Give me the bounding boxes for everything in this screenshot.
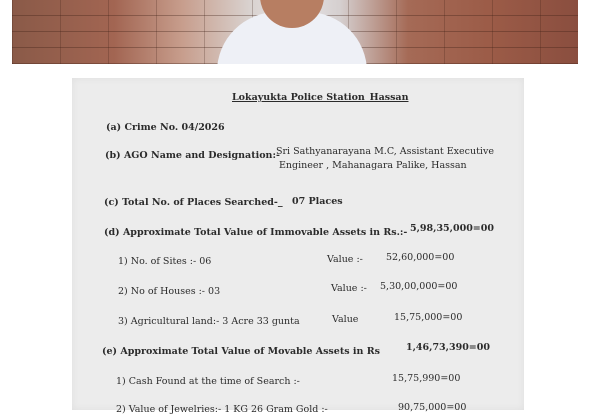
jewelry-label: 2) Value of Jewelries:- 1 KG 26 Gram Gold :- [116,404,328,415]
header-photo [12,0,578,64]
crime-number: (a) Crime No. 04/2026 [106,122,225,133]
sites-count: 1) No. of Sites :- 06 [118,256,212,267]
movable-assets-label: (e) Approximate Total Value of Movable Assets in Rs [102,346,380,357]
sites-value-label: Value :- [327,254,363,265]
jewelry-value: 90,75,000=00 [398,402,467,413]
agricultural-land: 3) Agricultural land:- 3 Acre 33 gunta [118,316,300,327]
places-searched-value: 07 Places [292,196,343,207]
places-searched-label: (c) Total No. of Places Searched-_ [104,197,283,208]
houses-value: 5,30,00,000=00 [380,281,458,292]
sites-value: 52,60,000=00 [386,252,455,263]
movable-assets-value: 1,46,73,390=00 [406,342,490,353]
immovable-assets-value: 5,98,35,000=00 [410,223,494,234]
ago-name-line2: Engineer , Mahanagara Palike, Hassan [279,160,467,171]
houses-count: 2) No of Houses :- 03 [118,286,221,297]
agricultural-value-label: Value [332,314,359,325]
cash-found-label: 1) Cash Found at the time of Search :- [116,376,300,387]
document-title: Lokayukta Police Station_Hassan [232,92,409,103]
document-page [72,78,524,415]
agricultural-value: 15,75,000=00 [394,312,463,323]
ago-name-line1: Sri Sathyanarayana M.C, Assistant Executive [276,146,494,157]
cash-found-value: 15,75,990=00 [392,373,461,384]
houses-value-label: Value :- [331,283,367,294]
ago-label: (b) AGO Name and Designation:- [105,150,280,161]
immovable-assets-label: (d) Approximate Total Value of Immovable Assets in Rs.:- [104,227,408,238]
